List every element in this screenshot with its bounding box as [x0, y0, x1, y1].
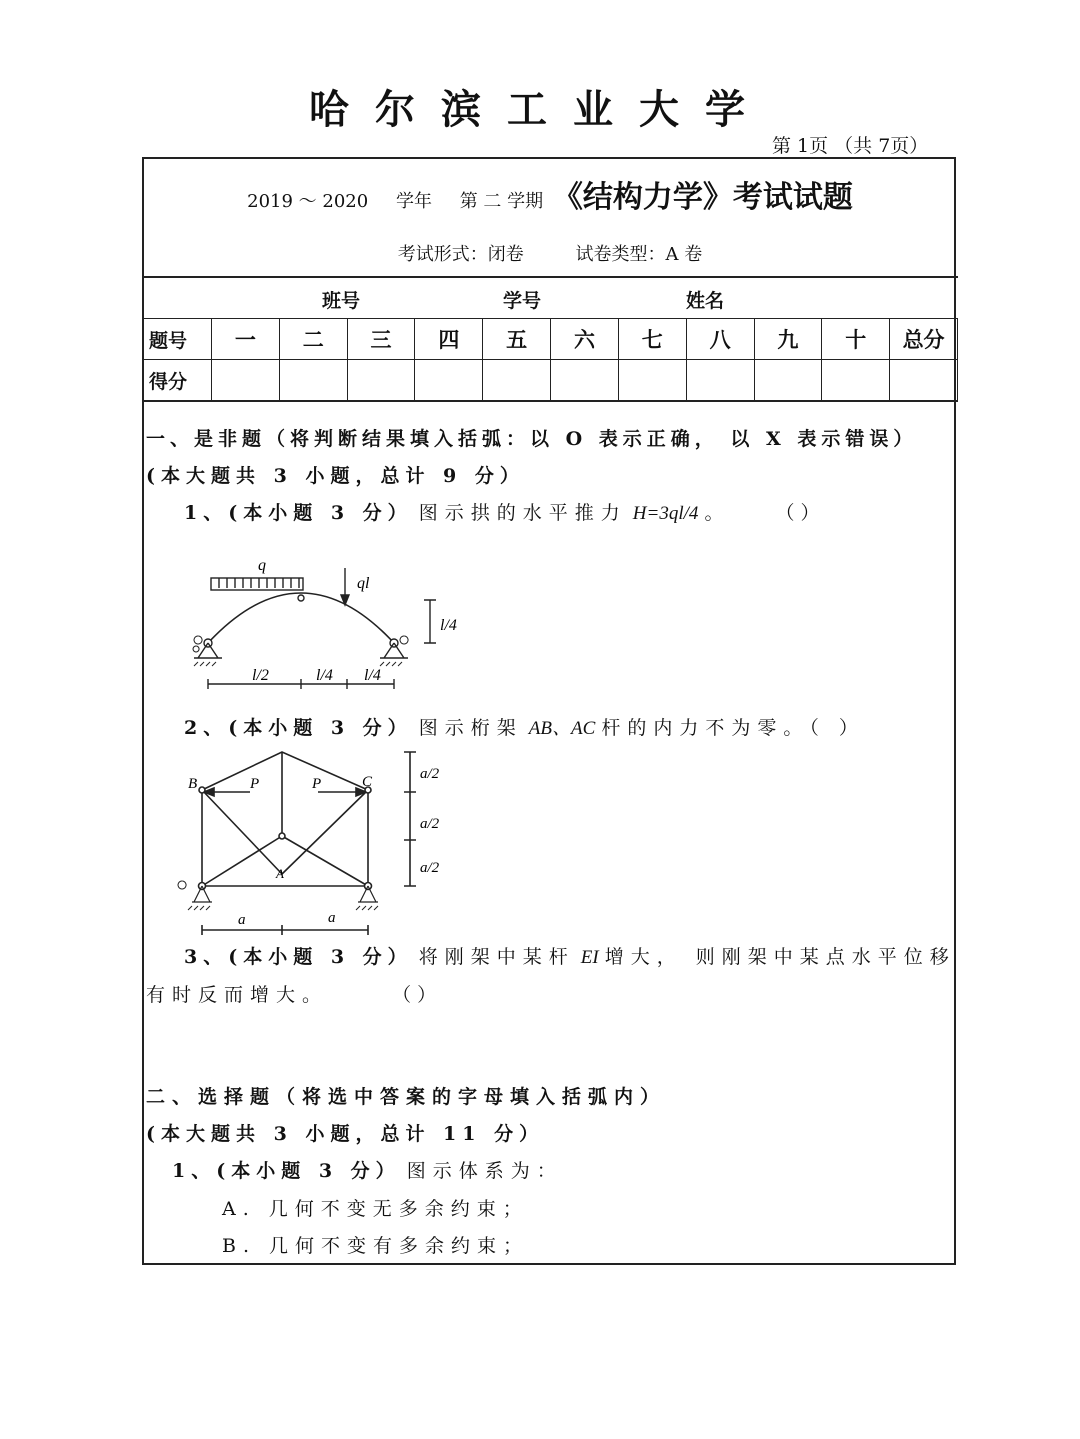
score-cell[interactable]: [754, 360, 822, 401]
question-1-2: [184, 713, 865, 740]
node-b-label: B: [188, 776, 198, 792]
force-left-label: P: [250, 776, 260, 792]
score-cell[interactable]: [686, 360, 754, 401]
height-label-1: a/2: [420, 766, 440, 782]
year-separator: ～: [298, 191, 317, 212]
width-label-1: a: [238, 912, 246, 928]
year-to: 2020: [322, 191, 369, 212]
table-cell: 二: [279, 319, 347, 360]
score-row-header: 得分: [143, 360, 212, 401]
question-1-1: [184, 498, 820, 525]
score-table: [142, 318, 958, 401]
score-cell[interactable]: [415, 360, 483, 401]
load-arrows: [219, 578, 299, 588]
divider: [142, 276, 958, 278]
table-row: [143, 360, 958, 401]
truss-diagram: [172, 748, 462, 938]
node-c-label: C: [362, 774, 373, 790]
semester-label: 第 二 学期: [459, 191, 544, 212]
span-label-2: l/4: [316, 667, 333, 684]
option-b[interactable]: B. 几何不变有多余约束；: [222, 1235, 530, 1257]
crown-hinge: [298, 595, 304, 601]
span-label-1: l/2: [252, 667, 269, 684]
load-q-label: q: [258, 557, 266, 574]
question-formula: H=3ql/4: [632, 503, 699, 524]
year-from: 2019: [247, 191, 293, 212]
score-cell[interactable]: [279, 360, 347, 401]
question-text: 图示拱的水平推力: [418, 502, 627, 524]
score-cell[interactable]: [618, 360, 686, 401]
question-text: 图示体系为：: [406, 1160, 563, 1182]
question-text-line2: 有时反而增大。: [146, 984, 329, 1006]
question-1-3: [184, 942, 956, 969]
table-cell: 一: [212, 319, 280, 360]
height-label-3: a/2: [420, 860, 440, 876]
academic-year-label: 学年: [395, 191, 432, 212]
section2-heading: 二、选择题（将选中答案的字母填入括弧内）: [146, 1086, 667, 1108]
page-number: 第 1页 （共 7页）: [772, 135, 929, 157]
question-2-1: [172, 1156, 563, 1183]
score-cell[interactable]: [890, 360, 958, 401]
height-label-2: a/2: [420, 816, 440, 832]
table-cell: 七: [618, 319, 686, 360]
student-id-label: 学号: [503, 290, 542, 312]
score-cell[interactable]: [822, 360, 890, 401]
table-cell: 六: [551, 319, 619, 360]
question-prefix: 1、(本小题 3 分）: [184, 502, 413, 524]
section1-summary: (本大题共 3 小题，总计 9 分）: [146, 465, 525, 487]
question-1-3-line2: [146, 980, 436, 1007]
table-cell: 五: [483, 319, 551, 360]
table-cell: 八: [686, 319, 754, 360]
question-prefix: 1、(本小题 3 分）: [172, 1160, 401, 1182]
rise-label: l/4: [440, 617, 457, 634]
question-text-cont: 增大， 则刚架中某点水平位移: [604, 946, 956, 968]
ei-symbol: EI: [580, 947, 599, 968]
answer-blank[interactable]: （ ）: [392, 984, 437, 1006]
score-cell[interactable]: [347, 360, 415, 401]
arch-diagram: [176, 548, 476, 696]
score-cell[interactable]: [483, 360, 551, 401]
truss-members: AB、AC: [528, 718, 596, 739]
truss-top-chords: [202, 752, 368, 790]
exam-title: 《结构力学》考试试题: [552, 180, 853, 215]
paper-type: 试卷类型：A 卷: [575, 244, 703, 265]
table-cell: 四: [415, 319, 483, 360]
force-right-label: P: [312, 776, 322, 792]
university-name: 哈尔滨工业大学: [309, 86, 771, 133]
width-label-2: a: [328, 910, 336, 926]
question-end[interactable]: 杆的内力不为零。（ ）: [601, 717, 865, 739]
answer-blank[interactable]: （ ）: [775, 502, 820, 524]
section2-summary: (本大题共 3 小题，总计 11 分）: [146, 1123, 545, 1145]
question-text: 图示桁架: [418, 717, 523, 739]
exam-title-line: [142, 172, 958, 216]
span-label-3: l/4: [364, 667, 381, 684]
exam-form: 考试形式：闭卷: [397, 244, 524, 265]
question-text: 将刚架中某杆: [418, 946, 575, 968]
table-cell: 三: [347, 319, 415, 360]
table-cell: 九: [754, 319, 822, 360]
table-cell: 总分: [890, 319, 958, 360]
question-prefix: 3、(本小题 3 分）: [184, 946, 413, 968]
score-cell[interactable]: [551, 360, 619, 401]
table-row: [143, 319, 958, 360]
table-cell: 十: [822, 319, 890, 360]
distributed-load-box: [211, 578, 303, 590]
section1-heading: 一、是非题（将判断结果填入括弧：以 O 表示正确， 以 X 表示错误）: [146, 428, 918, 450]
score-cell[interactable]: [212, 360, 280, 401]
student-name-label: 姓名: [686, 290, 725, 312]
class-number-label: 班号: [322, 290, 361, 312]
exam-type-line: [142, 240, 958, 266]
node-a-label: A: [276, 866, 284, 881]
option-a[interactable]: A. 几何不变无多余约束；: [222, 1198, 529, 1220]
question-prefix: 2、(本小题 3 分）: [184, 717, 413, 739]
question-end: 。: [704, 502, 724, 524]
question-number-header: 题号: [143, 319, 212, 360]
load-ql-label: ql: [357, 575, 370, 592]
